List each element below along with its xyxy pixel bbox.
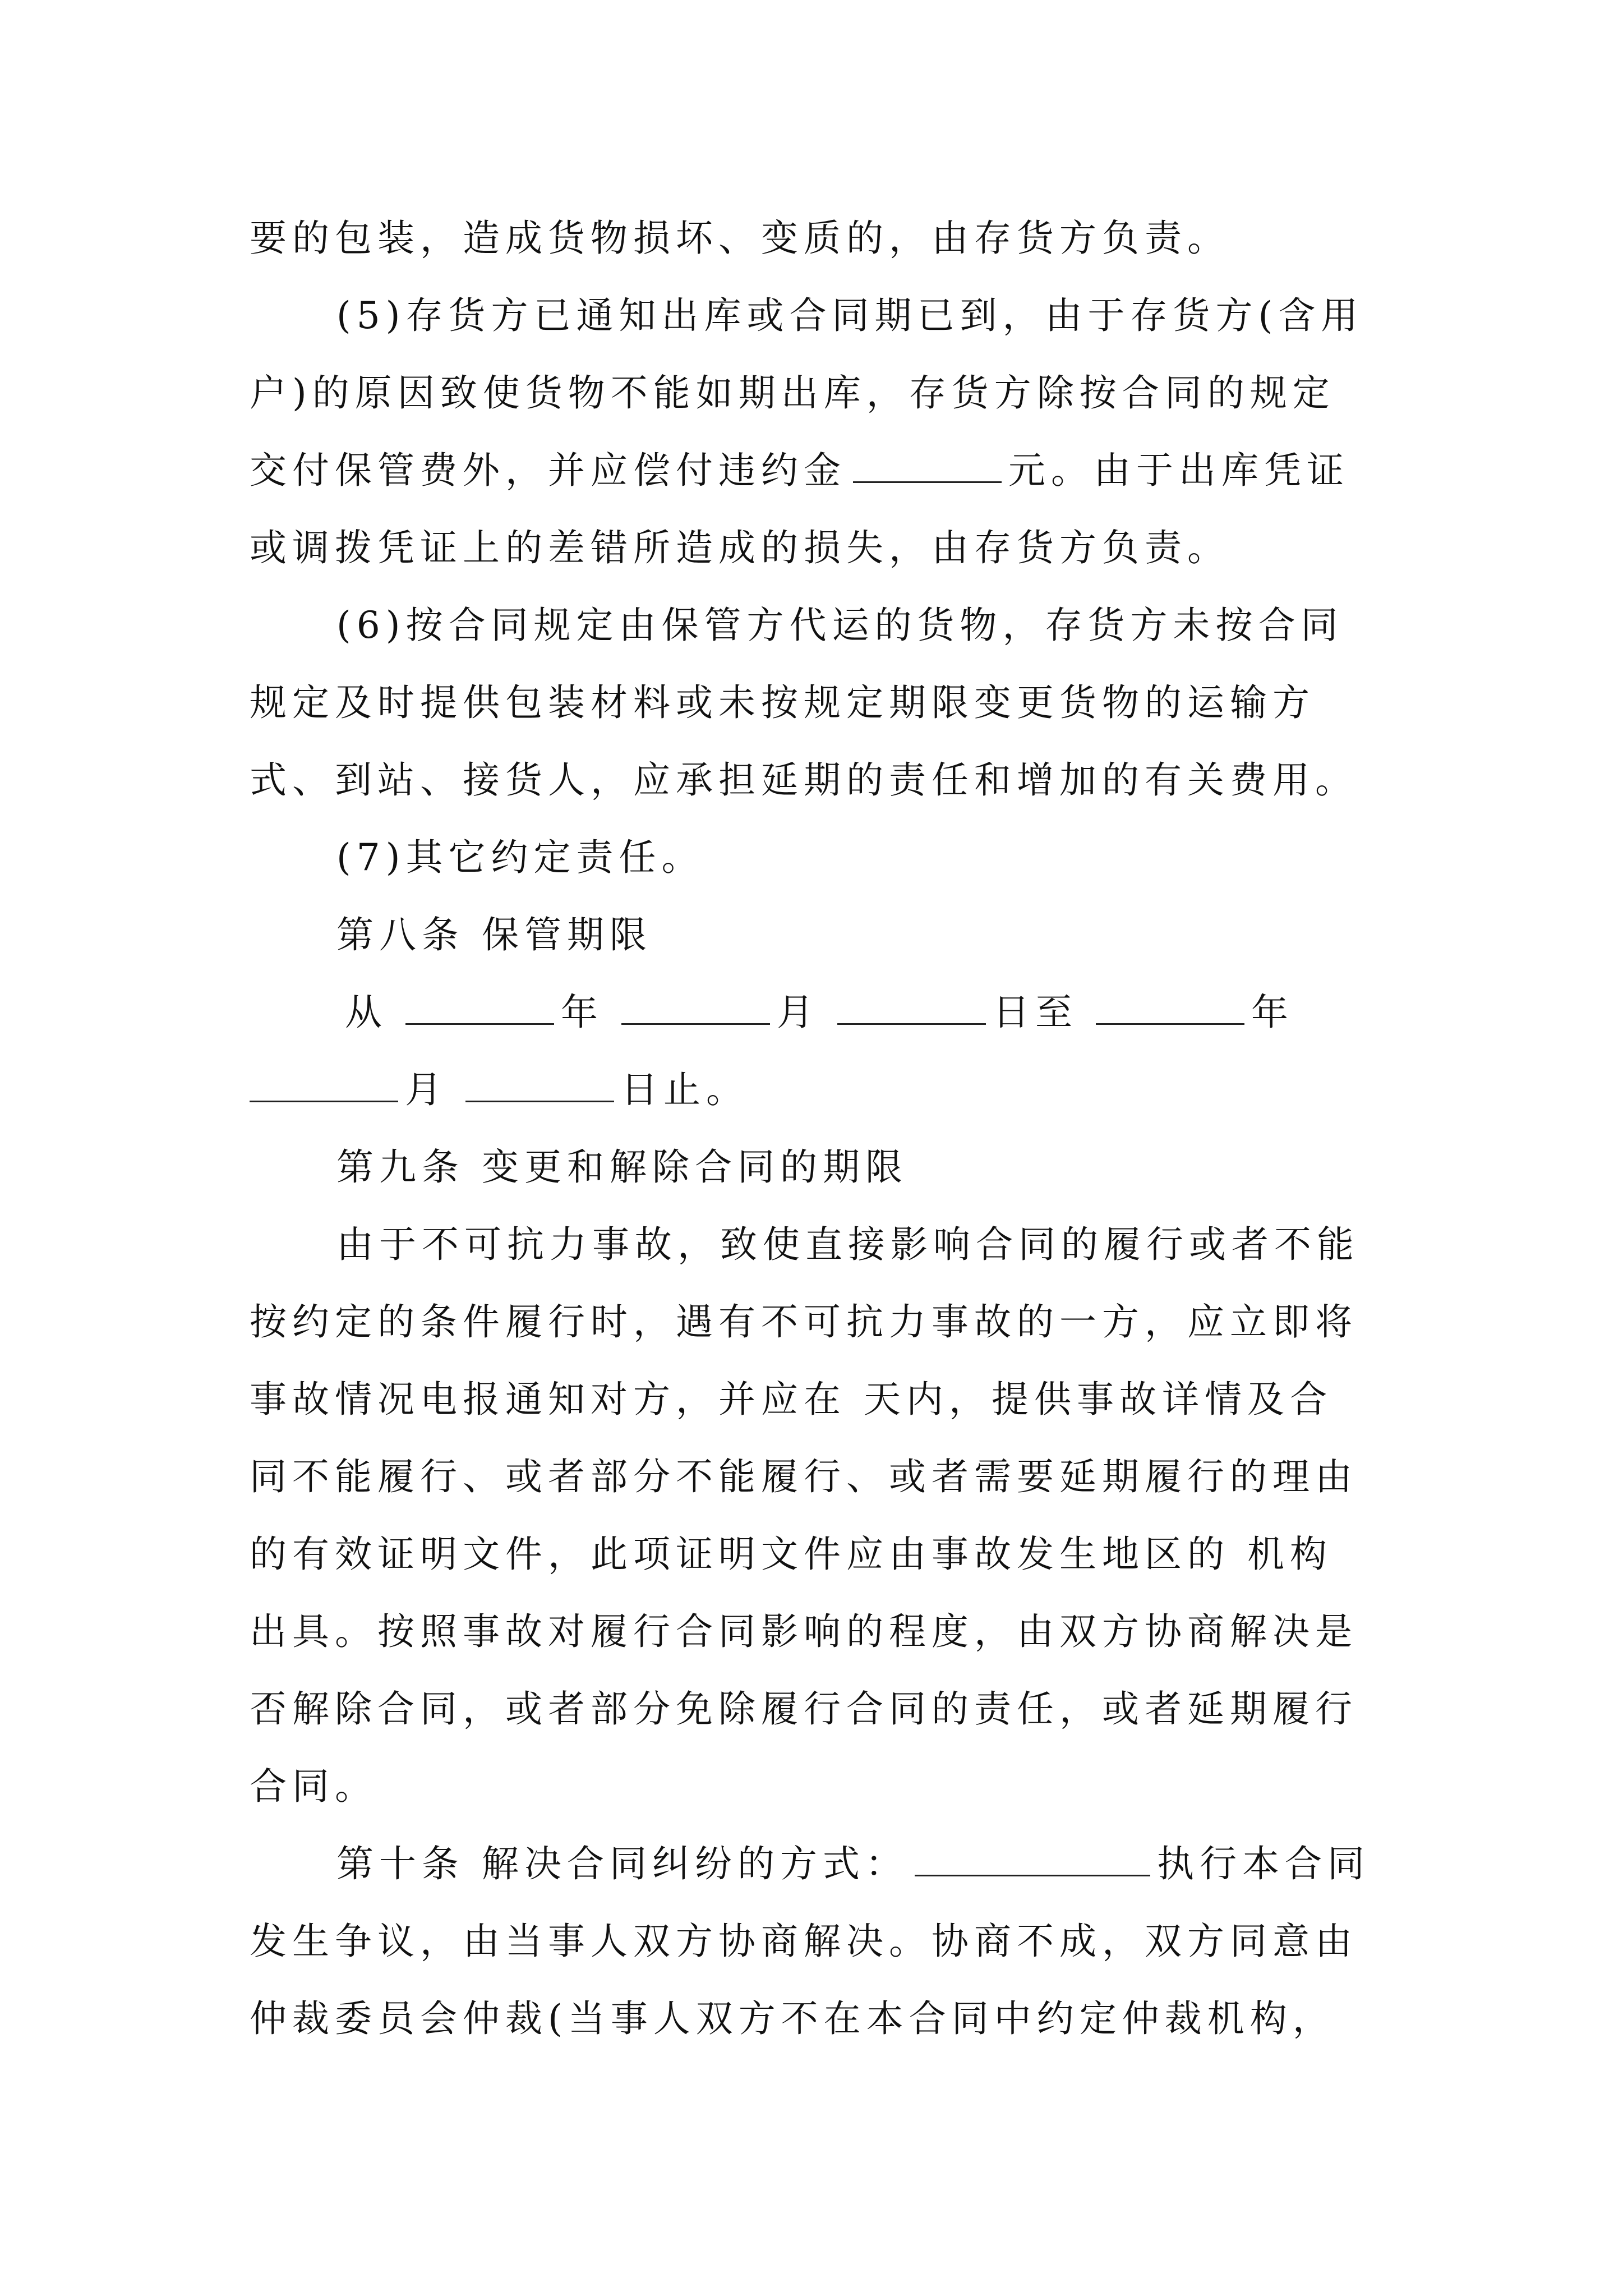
text-line: 规定及时提供包装材料或未按规定期限变更货物的运输方 — [250, 681, 1315, 724]
text-line: 出具。按照事故对履行合同影响的程度，由双方协商解决是 — [250, 1610, 1358, 1653]
text-line: (7)其它约定责任。 — [336, 836, 704, 879]
text-segment: 从 — [345, 991, 388, 1034]
text-line: 式、到站、接货人，应承担延期的责任和增加的有关费用。 — [250, 758, 1358, 802]
text-line: 按约定的条件履行时，遇有不可抗力事故的一方，应立即将 — [250, 1300, 1358, 1343]
text-line: 仲裁委员会仲裁(当事人双方不在本合同中约定仲裁机构， — [250, 1997, 1335, 2040]
text-line — [250, 440, 1388, 501]
fill-in-blank — [250, 1064, 398, 1102]
text-segment: 月 — [777, 991, 819, 1034]
text-line: 同不能履行、或者部分不能履行、或者需要延期履行的理由 — [250, 1455, 1358, 1498]
text-line: 否解除合同，或者部分免除履行合同的责任，或者延期履行 — [250, 1687, 1358, 1731]
fill-in-blank — [465, 1064, 614, 1102]
section-heading: 第八条 保管期限 — [336, 913, 652, 956]
text-line: 要的包装，造成货物损坏、变质的，由存货方负责。 — [250, 217, 1230, 260]
fill-in-blank — [915, 1838, 1150, 1876]
text-line: (6)按合同规定由保管方代运的货物，存货方未按合同 — [336, 604, 1344, 647]
fill-in-blank — [853, 444, 1002, 483]
text-line — [345, 982, 1483, 1043]
section-heading: 第十条 解决合同纠纷的方式： — [336, 1842, 908, 1885]
section-heading: 第九条 变更和解除合同的期限 — [336, 1145, 908, 1189]
fill-in-blank — [837, 986, 986, 1025]
fill-in-blank — [621, 986, 770, 1025]
text-segment: 月 — [405, 1068, 448, 1111]
text-line: (5)存货方已通知出库或合同期已到，由于存货方(含用 — [336, 294, 1364, 337]
text-segment: 元。由于出库凭证 — [1008, 449, 1349, 492]
text-line: 或调拨凭证上的差错所造成的损失，由存货方负责。 — [250, 526, 1230, 569]
text-line: 由于不可抗力事故，致使直接影响合同的履行或者不能 — [336, 1223, 1359, 1266]
text-line: 合同。 — [250, 1765, 377, 1808]
text-segment: 交付保管费外，并应偿付违约金 — [250, 449, 846, 492]
text-line — [250, 1059, 1388, 1121]
text-line: 的有效证明文件，此项证明文件应由事故发生地区的 机构 — [250, 1533, 1332, 1576]
text-segment: 执行本合同 — [1156, 1842, 1370, 1885]
text-segment: 年 — [561, 991, 603, 1034]
text-segment: 日至 — [993, 991, 1078, 1034]
text-line: 发生争议，由当事人双方协商解决。协商不成，双方同意由 — [250, 1920, 1358, 1963]
text-segment: 日止。 — [621, 1068, 749, 1111]
text-segment: 年 — [1251, 991, 1294, 1034]
fill-in-blank — [1096, 986, 1244, 1025]
text-line — [336, 1833, 1475, 1895]
fill-in-blank — [405, 986, 554, 1025]
text-line: 事故情况电报通知对方，并应在 天内，提供事故详情及合 — [250, 1378, 1332, 1421]
text-line: 户)的原因致使货物不能如期出库，存货方除按合同的规定 — [250, 371, 1335, 415]
